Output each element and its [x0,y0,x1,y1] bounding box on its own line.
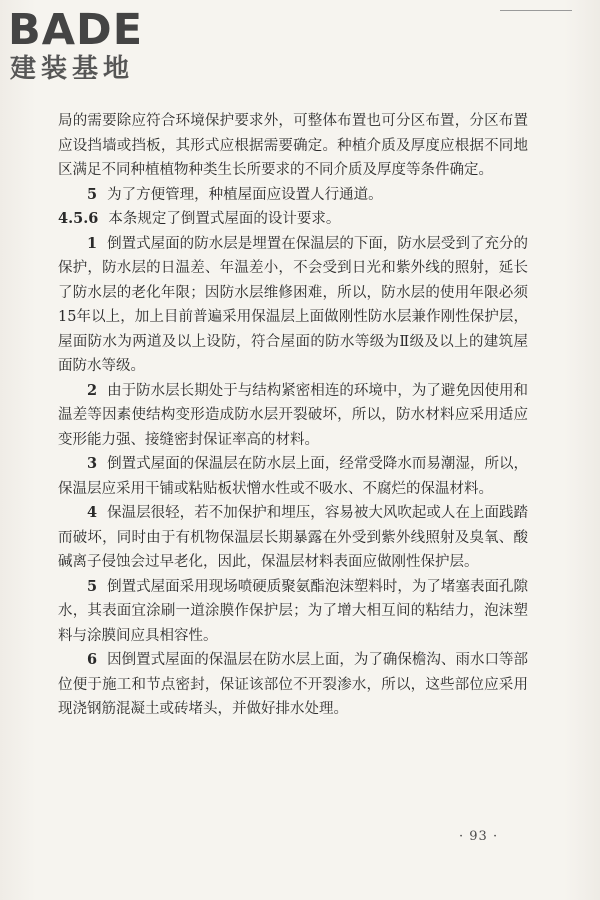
logo-word: BADE [8,5,144,55]
item-number: 4 [87,504,98,521]
paragraph-text: 因倒置式屋面的保温层在防水层上面，为了确保檐沟、雨水口等部位便于施工和节点密封，保证该部位不开裂渗水，所以，这些部位应采用现浇钢筋混凝土或砖堵头，并做好排水处理。 [58,652,528,717]
paragraph-clause [58,207,528,232]
paragraph-item [58,452,528,501]
paragraph-continuation [58,109,528,183]
clause-number: 4.5.6 [58,210,99,227]
paragraph-text: 本条规定了倒置式屋面的设计要求。 [108,211,341,227]
paragraph-text: 倒置式屋面的保温层在防水层上面，经常受降水而易潮湿，所以，保温层应采用干铺或粘贴板状憎水性或不吸水、不腐烂的保温材料。 [58,456,528,497]
paragraph-item [58,501,528,575]
paragraph-item [58,648,528,722]
item-number: 3 [87,455,98,472]
item-number: 6 [87,651,98,668]
paragraph-text: 倒置式屋面的防水层是埋置在保温层的下面，防水层受到了充分的保护，防水层的日温差、年温差小，不会受到日光和紫外线的照射，延长了防水层的老化年限；因防水层维修困难，所以，防水层的使用年限必须15年以上，加上目前普遍采用保温层上面做刚性防水层兼作刚性保护层，屋面防水为两道及以上设防，符合屋面的防水等级为Ⅱ级及以上的建筑屋面防水等级。 [58,235,528,374]
body-text [58,109,528,722]
paragraph-item [58,575,528,649]
paragraph-text: 保温层很轻，若不加保护和埋压，容易被大风吹起或人在上面践踏而破坏，同时由于有机物保温层长期暴露在外受到紫外线照射及臭氧、酸碱离子侵蚀会过早老化，因此，保温层材料表面应做刚性保护层。 [58,505,528,570]
paragraph-text: 为了方便管理，种植屋面应设置人行通道。 [107,186,383,203]
item-number: 1 [87,234,98,252]
paragraph-item [58,183,528,208]
top-rule [500,10,572,11]
logo [8,6,178,88]
item-number: 5 [87,577,98,595]
paragraph-item [58,232,528,379]
paragraph-text: 局的需要除应符合环境保护要求外，可整体布置也可分区布置，分区布置应设挡墙或挡板，其形式应根据需要确定。种植介质及厚度应根据不同地区满足不同种植植物种类生长所要求的不同介质及厚度等条件确定。 [58,113,528,178]
paragraph-text: 由于防水层长期处于与结构紧密相连的环境中，为了避免因使用和温差等因素使结构变形造成防水层开裂破坏，所以，防水材料应采用适应变形能力强、接缝密封保证率高的材料。 [58,382,528,448]
paragraph-text: 倒置式屋面采用现场喷硬质聚氨酯泡沫塑料时，为了堵塞表面孔隙水，其表面宜涂刷一道涂膜作保护层；为了增大相互间的粘结力，泡沫塑料与涂膜间应具相容性。 [58,578,528,644]
logo-subtitle: 建装基地 [10,54,135,84]
item-number: 2 [87,381,98,399]
page-number: · 93 · [459,829,499,844]
item-number: 5 [87,185,98,203]
paragraph-item [58,379,528,453]
